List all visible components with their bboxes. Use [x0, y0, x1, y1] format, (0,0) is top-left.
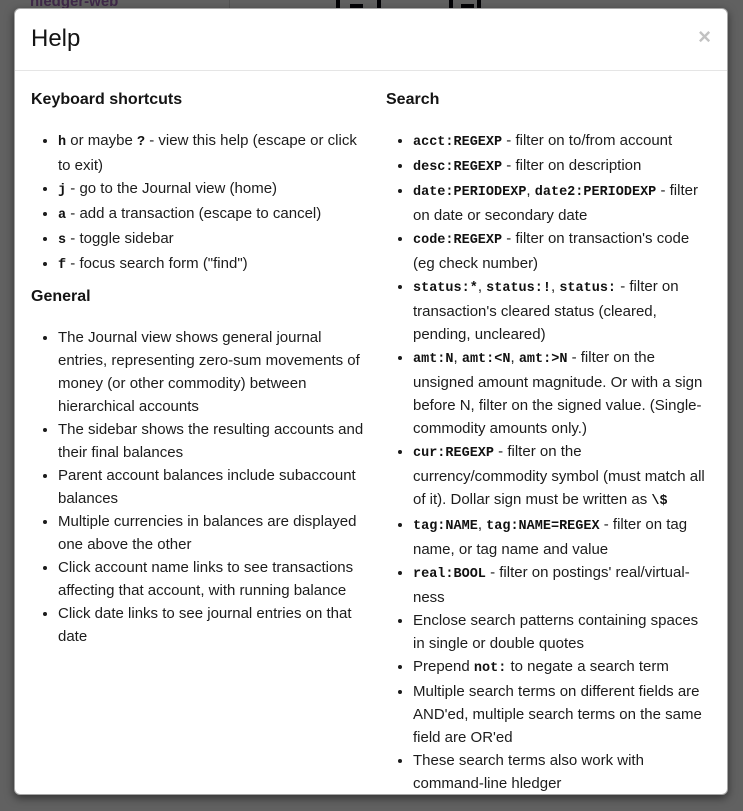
list-item	[58, 177, 371, 202]
section-heading-keyboard-shortcuts: Keyboard shortcuts	[31, 91, 183, 108]
code-term: amt:>N	[518, 352, 568, 367]
text-run: - go to the Journal view (home)	[66, 180, 278, 197]
code-term: real:BOOL	[413, 567, 486, 582]
code-term: status:	[559, 281, 617, 296]
list-item	[413, 561, 712, 609]
help-column-right	[386, 90, 712, 795]
modal-body	[15, 71, 727, 795]
list-item	[413, 179, 712, 227]
modal-title: Help	[31, 25, 81, 52]
code-term: amt:<N	[461, 352, 511, 367]
keyboard-shortcuts-list	[31, 129, 371, 277]
close-icon[interactable]: ×	[698, 24, 711, 49]
text-run: - filter on the unsigned amount magnitude. Or with a sign before N, filter on the signed value. (Single-commodity amounts only.)	[413, 349, 703, 437]
text-run: The sidebar shows the resulting accounts and their final balances	[58, 421, 364, 461]
list-item	[58, 602, 371, 648]
general-list	[31, 326, 371, 648]
text-run: - toggle sidebar	[66, 230, 174, 247]
list-item	[413, 655, 712, 680]
code-term: f	[58, 258, 67, 273]
help-modal	[14, 8, 728, 795]
text-run: - filter on the currency/commodity symbol (must match all of it). Dollar sign must be written as	[413, 443, 705, 508]
list-item	[413, 513, 712, 561]
text-run: Enclose search patterns containing spaces in single or double quotes	[413, 612, 699, 652]
text-run: The Journal view shows general journal entries, representing zero-sum movements of money (or other commodity) between hierarchical accounts	[58, 329, 360, 415]
code-term: code:REGEXP	[413, 233, 503, 248]
text-run: - focus search form ("find")	[66, 255, 248, 272]
list-item	[58, 326, 371, 418]
code-term: tag:NAME=REGEX	[486, 519, 600, 534]
list-item	[413, 609, 712, 655]
code-term: tag:NAME	[413, 519, 478, 534]
list-item	[58, 510, 371, 556]
text-run: ,	[453, 349, 462, 366]
text-run: - add a transaction (escape to cancel)	[66, 205, 322, 222]
text-run: - filter on date or secondary date	[413, 182, 698, 224]
code-term: ?	[136, 135, 146, 150]
list-item	[58, 252, 371, 277]
code-term: desc:REGEXP	[413, 160, 503, 175]
text-run: - filter on description	[502, 157, 642, 174]
list-item	[58, 418, 371, 464]
code-term: date:PERIODEXP	[413, 185, 527, 200]
text-run: - view this help (escape or click to exit)	[58, 132, 357, 174]
code-term: not:	[473, 661, 507, 676]
text-run: These search terms also work with command-line hledger	[413, 752, 644, 792]
list-item	[58, 227, 371, 252]
code-term: \$	[651, 494, 668, 509]
code-term: a	[58, 208, 67, 223]
search-terms-list	[386, 129, 712, 795]
text-run: Multiple search terms on different fields are AND'ed, multiple search terms on the same field are OR'ed	[413, 683, 702, 746]
text-run: - filter on to/from account	[502, 132, 673, 149]
list-item	[413, 680, 712, 749]
list-item	[58, 129, 371, 177]
list-item	[413, 749, 712, 795]
text-run: ,	[477, 516, 487, 533]
text-run: ,	[526, 182, 535, 199]
list-item	[58, 202, 371, 227]
text-run: Parent account balances include subaccount balances	[58, 467, 356, 507]
list-item	[413, 275, 712, 346]
list-item	[58, 464, 371, 510]
text-run: Multiple currencies in balances are displayed one above the other	[58, 513, 357, 553]
text-run: or maybe	[66, 132, 137, 149]
code-term: amt:N	[413, 352, 454, 367]
code-term: cur:REGEXP	[413, 446, 495, 461]
list-item	[413, 227, 712, 275]
text-run: - filter on transaction's code (eg check number)	[413, 230, 690, 272]
modal-header	[15, 9, 727, 71]
section-heading-search: Search	[386, 91, 440, 108]
text-run: - filter on postings' real/virtual-ness	[413, 564, 690, 606]
list-item	[413, 129, 712, 154]
text-run: - filter on tag name, or tag name and value	[413, 516, 688, 558]
text-run: ,	[477, 278, 487, 295]
code-term: h	[58, 135, 67, 150]
section-heading-general: General	[31, 288, 91, 305]
text-run: to negate a search term	[506, 658, 669, 675]
list-item	[413, 440, 712, 513]
code-term: status:!	[486, 281, 551, 296]
text-run: ,	[510, 349, 519, 366]
code-term: j	[58, 183, 67, 198]
code-term: s	[58, 233, 67, 248]
text-run: - filter on transaction's cleared status (cleared, pending, uncleared)	[413, 278, 679, 343]
list-item	[58, 556, 371, 602]
code-term: date2:PERIODEXP	[534, 185, 657, 200]
text-run: Click date links to see journal entries on that date	[58, 605, 352, 645]
code-term: status:*	[413, 281, 478, 296]
text-run: Click account name links to see transactions affecting that account, with running balance	[58, 559, 354, 599]
list-item	[413, 346, 712, 440]
text-run: ,	[550, 278, 560, 295]
code-term: acct:REGEXP	[413, 135, 503, 150]
text-run: Prepend	[413, 658, 474, 675]
list-item	[413, 154, 712, 179]
help-column-left	[31, 90, 386, 795]
